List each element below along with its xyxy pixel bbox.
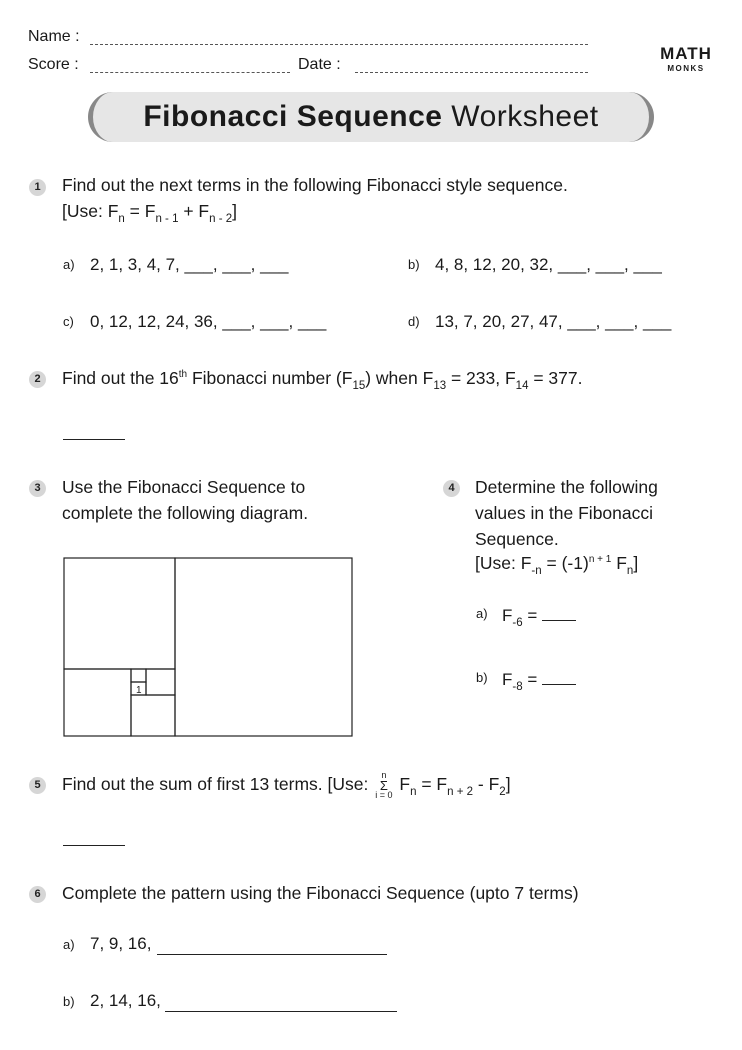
q2-t4: = 233, F [446,368,516,388]
q1-use-prefix: [Use: F [62,201,119,221]
q5-sub-n2: n + 2 [447,786,474,799]
q3-line2: complete the following diagram. [62,503,309,523]
q4-line3: Sequence. [475,529,559,549]
q6a-label: a) [63,937,75,952]
q3-line1: Use the Fibonacci Sequence to [62,477,306,497]
title-bold: Fibonacci Sequence [143,100,443,133]
q5-t4: - F [473,774,500,795]
q4a-sub: -6 [512,617,523,629]
q1-sub-n2: n - 2 [209,213,233,225]
q5-answer-line[interactable] [63,845,125,846]
q4a-eq: = [522,606,542,625]
q6b-sequence: 2, 14, 16, [90,991,161,1010]
square-tiny-top [131,669,146,682]
q2-s13: 13 [433,380,447,392]
q4-eq: = (-1) [541,553,589,573]
q2-answer-line[interactable] [63,439,125,440]
q5-sigma-bottom: i = 0 [375,790,393,800]
title-light: Worksheet [451,100,599,133]
q5-t3: = F [416,774,448,795]
question-number-1: 1 [29,179,46,196]
q5-sigma: Σ [379,778,388,793]
q6a-answer-line[interactable] [157,954,387,955]
q6b-answer-line[interactable] [165,1011,397,1012]
question-number-4: 4 [443,480,460,497]
q4-line1: Determine the following [475,477,658,497]
score-label: Score : [28,56,79,73]
q2-s15: 15 [352,380,366,392]
q4a-expression [502,604,576,629]
question-number-2: 2 [29,371,46,388]
q1-eq: = F [124,201,156,221]
q2-t1: Find out the 16 [62,368,179,388]
logo-math-text: MATH [660,44,712,63]
q4-exp: n + 1 [588,554,612,565]
q1-sub-n: n [118,213,125,225]
q4-sub-n: n [626,565,634,577]
q4-close: ] [633,553,639,573]
q1b-sequence[interactable]: 4, 8, 12, 20, 32, ___, ___, ___ [435,255,662,274]
q4b-answer-line[interactable] [542,668,576,685]
q4a-label: a) [476,606,488,621]
name-field[interactable] [90,44,588,45]
q5-sigma-block [375,771,392,800]
square-small [131,695,175,736]
q4b-eq: = [522,670,542,689]
worksheet-title [88,92,654,142]
q4b-expression [502,668,576,693]
q6-text: Complete the pattern using the Fibonacci Sequence (upto 7 terms) [62,883,579,903]
q1-formula [62,198,237,227]
q5-sigma-top: n [381,770,387,780]
name-label: Name : [28,28,80,45]
q5-t2: F [394,774,411,795]
q4-use-prefix: [Use: F [475,553,532,573]
q2-text [62,365,582,395]
q2-s14: 14 [515,380,529,392]
q4a-answer-line[interactable] [542,604,576,621]
math-monks-logo [655,44,717,73]
q2-th: th [178,369,188,380]
square-large-left [64,558,175,669]
q5-t5: ] [505,774,511,795]
q4b-sub: -8 [512,681,523,693]
q6b-label: b) [63,994,75,1009]
q5-sub-2: 2 [499,786,506,799]
q5-t1: Find out the sum of first 13 terms. [Use: [62,774,369,795]
question-number-5: 5 [29,777,46,794]
q1-plus: + F [178,201,210,221]
date-field[interactable] [355,72,588,73]
diagram-label-1: 1 [136,685,142,696]
q1-sub-n1: n - 1 [155,213,179,225]
q6a-sequence: 7, 9, 16, [90,934,152,953]
q5-text [62,771,511,800]
q1c-label: c) [63,314,74,329]
date-label: Date : [298,56,341,73]
q4b-label: b) [476,670,488,685]
score-field[interactable] [90,72,290,73]
q1b-label: b) [408,257,420,272]
square-largest [175,558,352,736]
q1-close: ] [232,201,237,221]
q1d-label: d) [408,314,420,329]
q4-f: F [611,553,627,573]
q1c-sequence[interactable]: 0, 12, 12, 24, 36, ___, ___, ___ [90,312,327,331]
question-number-6: 6 [29,886,46,903]
q2-t3: ) when F [365,368,434,388]
question-number-3: 3 [29,480,46,497]
q2-t2: Fibonacci number (F [187,368,353,388]
logo-monks-text: MONKS [667,64,705,73]
square-medium [64,669,131,736]
square-small-2 [146,669,175,695]
q1d-sequence[interactable]: 13, 7, 20, 27, 47, ___, ___, ___ [435,312,672,331]
q4a-f: F [502,606,513,625]
q5-sub-n: n [410,786,417,799]
q1a-label: a) [63,257,75,272]
q1a-sequence[interactable]: 2, 1, 3, 4, 7, ___, ___, ___ [90,255,289,274]
q4-line2: values in the Fibonacci [475,503,654,523]
q4-sub-neg-n: -n [531,565,542,577]
q1-text: Find out the next terms in the following Fibonacci style sequence. [62,175,568,195]
q4b-f: F [502,670,513,689]
q2-t5: = 377. [528,368,583,388]
fibonacci-diagram [60,554,360,744]
q4-formula [475,550,638,580]
